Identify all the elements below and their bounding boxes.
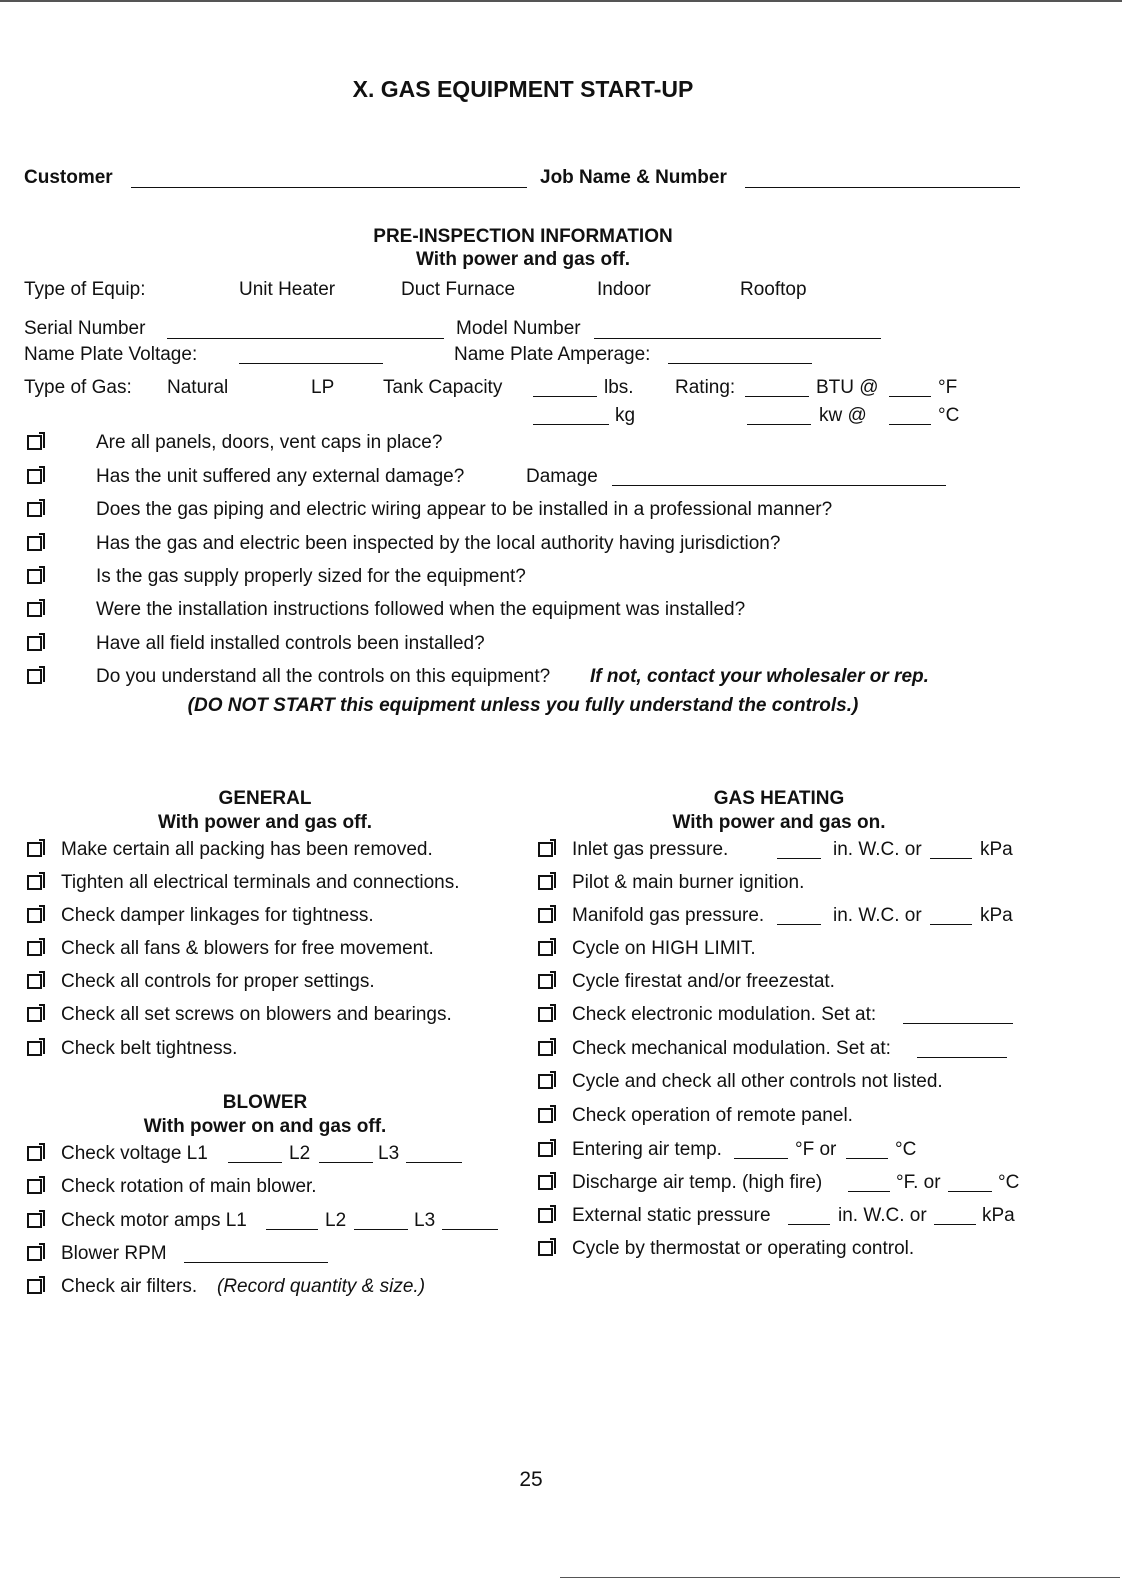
equip-option-unit-heater[interactable]: Unit Heater [239, 279, 336, 300]
pre-heading: PRE-INSPECTION INFORMATION [373, 226, 673, 247]
voltage-field[interactable] [239, 363, 383, 364]
general-item: Check all fans & blowers for free movement. [61, 938, 434, 959]
gas-item: Pilot & main burner ignition. [572, 872, 805, 893]
checkbox[interactable] [27, 1246, 42, 1261]
discharge-c-field[interactable] [948, 1191, 992, 1192]
check-amps-label: Check motor amps L1 [61, 1210, 247, 1231]
blower-item: Check rotation of main blower. [61, 1176, 317, 1197]
entering-label: Entering air temp. [572, 1139, 722, 1160]
voltage-l1-field[interactable] [228, 1162, 282, 1163]
electronic-setpoint-field[interactable] [903, 1023, 1013, 1024]
checkbox[interactable] [27, 1213, 42, 1228]
checkbox[interactable] [27, 1279, 42, 1294]
question-text: Has the gas and electric been inspected by the local authority having jurisdiction? [96, 533, 781, 554]
model-label: Model Number [456, 318, 581, 339]
inwc-or-label: in. W.C. or [833, 905, 922, 926]
checkbox[interactable] [27, 435, 42, 450]
manifold-inwc-field[interactable] [777, 924, 821, 925]
page-number: 25 [519, 1468, 543, 1491]
checkbox[interactable] [27, 1146, 42, 1161]
contact-note: If not, contact your wholesaler or rep. [590, 666, 929, 687]
manifold-label: Manifold gas pressure. [572, 905, 765, 926]
checkbox[interactable] [27, 941, 42, 956]
discharge-f-field[interactable] [848, 1191, 890, 1192]
damage-field[interactable] [612, 485, 946, 486]
tank-kg-field[interactable] [533, 424, 609, 425]
checkbox[interactable] [27, 536, 42, 551]
checkbox[interactable] [27, 469, 42, 484]
f-or-label: °F or [795, 1139, 837, 1160]
checkbox[interactable] [538, 1142, 553, 1157]
checkbox[interactable] [538, 1241, 553, 1256]
page-title: X. GAS EQUIPMENT START-UP [352, 76, 694, 102]
c-unit: °C [895, 1139, 917, 1160]
checkbox[interactable] [538, 1074, 553, 1089]
gas-item: Cycle on HIGH LIMIT. [572, 938, 756, 959]
checkbox[interactable] [538, 1041, 553, 1056]
damage-label: Damage [526, 466, 598, 487]
checkbox[interactable] [27, 669, 42, 684]
voltage-l2-field[interactable] [319, 1162, 373, 1163]
amps-l2-field[interactable] [354, 1229, 408, 1230]
kw-unit: kw @ [819, 405, 867, 426]
general-item: Check all set screws on blowers and bearings. [61, 1004, 452, 1025]
lbs-unit: lbs. [604, 377, 634, 398]
entering-f-field[interactable] [734, 1158, 788, 1159]
inlet-label: Inlet gas pressure. [572, 839, 729, 860]
equip-option-duct-furnace[interactable]: Duct Furnace [401, 279, 516, 300]
l2-label: L2 [289, 1143, 311, 1164]
question-text: Does the gas piping and electric wiring appear to be installed in a professional manner? [96, 499, 833, 520]
checkbox[interactable] [538, 875, 553, 890]
btu-unit: BTU @ [816, 377, 879, 398]
general-heading: GENERAL [218, 788, 312, 809]
rating-f-field[interactable] [889, 396, 931, 397]
checkbox[interactable] [538, 1175, 553, 1190]
checkbox[interactable] [538, 1108, 553, 1123]
checkbox[interactable] [27, 502, 42, 517]
deg-f-unit: °F [938, 377, 958, 398]
air-filters-note: (Record quantity & size.) [217, 1276, 426, 1297]
rating-btu-field[interactable] [745, 396, 809, 397]
checkbox[interactable] [538, 842, 553, 857]
pre-subheading: With power and gas off. [415, 249, 631, 270]
static-label: External static pressure [572, 1205, 771, 1226]
static-kpa-field[interactable] [934, 1224, 976, 1225]
air-filters-label: Check air filters. [61, 1276, 198, 1297]
deg-c-unit: °C [938, 405, 960, 426]
customer-field[interactable] [131, 187, 527, 188]
entering-c-field[interactable] [846, 1158, 888, 1159]
checkbox[interactable] [538, 1007, 553, 1022]
rating-c-field[interactable] [889, 424, 931, 425]
question-text: Has the unit suffered any external damage? [96, 466, 465, 487]
kpa-unit: kPa [980, 839, 1013, 860]
l3-label: L3 [414, 1210, 436, 1231]
serial-field[interactable] [167, 338, 444, 339]
gas-option-lp[interactable]: LP [311, 377, 335, 398]
checkbox[interactable] [27, 1007, 42, 1022]
checkbox[interactable] [27, 569, 42, 584]
general-item: Check belt tightness. [61, 1038, 238, 1059]
blower-rpm-field[interactable] [184, 1262, 328, 1263]
inwc-or-label: in. W.C. or [833, 839, 922, 860]
gas-subheading: With power and gas on. [672, 812, 886, 833]
l3-label: L3 [378, 1143, 400, 1164]
inlet-kpa-field[interactable] [930, 858, 972, 859]
checkbox[interactable] [538, 941, 553, 956]
question-text: Were the installation instructions followed when the equipment was installed? [96, 599, 746, 620]
tank-label: Tank Capacity [383, 377, 503, 398]
check-voltage-label: Check voltage L1 [61, 1143, 208, 1164]
gas-option-natural[interactable]: Natural [167, 377, 229, 398]
kpa-unit: kPa [982, 1205, 1015, 1226]
checkbox[interactable] [27, 974, 42, 989]
amps-l1-field[interactable] [266, 1229, 318, 1230]
model-field[interactable] [594, 338, 881, 339]
manifold-kpa-field[interactable] [930, 924, 972, 925]
checkbox[interactable] [27, 908, 42, 923]
blower-heading: BLOWER [222, 1092, 308, 1113]
mechanical-label: Check mechanical modulation. Set at: [572, 1038, 891, 1059]
amperage-field[interactable] [668, 363, 812, 364]
amps-l3-field[interactable] [442, 1229, 498, 1230]
customer-label: Customer [24, 167, 113, 188]
checkbox[interactable] [27, 636, 42, 651]
tank-lbs-field[interactable] [533, 396, 597, 397]
job-field[interactable] [745, 187, 1020, 188]
checkbox[interactable] [538, 908, 553, 923]
voltage-label: Name Plate Voltage: [24, 344, 198, 365]
rating-label: Rating: [675, 377, 736, 398]
checkbox[interactable] [27, 875, 42, 890]
gas-item: Cycle by thermostat or operating control. [572, 1238, 915, 1259]
discharge-label: Discharge air temp. (high fire) [572, 1172, 823, 1193]
c-unit: °C [998, 1172, 1020, 1193]
blower-subheading: With power on and gas off. [143, 1116, 387, 1137]
equip-option-indoor[interactable]: Indoor [597, 279, 651, 300]
checkbox[interactable] [27, 602, 42, 617]
question-text: Do you understand all the controls on this equipment? [96, 666, 551, 687]
general-item: Tighten all electrical terminals and connections. [61, 872, 460, 893]
serial-label: Serial Number [24, 318, 146, 339]
rating-kw-field[interactable] [747, 424, 811, 425]
l2-label: L2 [325, 1210, 347, 1231]
electronic-label: Check electronic modulation. Set at: [572, 1004, 877, 1025]
kg-unit: kg [615, 405, 636, 426]
checkbox[interactable] [538, 974, 553, 989]
question-text: Have all field installed controls been installed? [96, 633, 485, 654]
static-inwc-field[interactable] [788, 1224, 830, 1225]
inlet-inwc-field[interactable] [777, 858, 821, 859]
mechanical-setpoint-field[interactable] [917, 1057, 1007, 1058]
general-subheading: With power and gas off. [157, 812, 373, 833]
bottom-rule [560, 1577, 1120, 1578]
checkbox[interactable] [27, 1179, 42, 1194]
kpa-unit: kPa [980, 905, 1013, 926]
voltage-l3-field[interactable] [406, 1162, 462, 1163]
inwc-or-label: in. W.C. or [838, 1205, 927, 1226]
gas-heading: GAS HEATING [713, 788, 845, 809]
amperage-label: Name Plate Amperage: [454, 344, 651, 365]
top-rule [0, 0, 1122, 2]
general-item: Check all controls for proper settings. [61, 971, 375, 992]
f-dot-or-label: °F. or [896, 1172, 941, 1193]
gas-item: Cycle firestat and/or freezestat. [572, 971, 835, 992]
checkbox[interactable] [27, 842, 42, 857]
gas-item: Check operation of remote panel. [572, 1105, 853, 1126]
question-text: Are all panels, doors, vent caps in place? [96, 432, 443, 453]
gas-item: Cycle and check all other controls not listed. [572, 1071, 943, 1092]
question-text: Is the gas supply properly sized for the equipment? [96, 566, 526, 587]
checkbox[interactable] [27, 1041, 42, 1056]
warning-note: (DO NOT START this equipment unless you fully understand the controls.) [187, 695, 859, 716]
general-item: Make certain all packing has been removed. [61, 839, 433, 860]
general-item: Check damper linkages for tightness. [61, 905, 374, 926]
gas-type-label: Type of Gas: [24, 377, 132, 398]
equip-type-label: Type of Equip: [24, 279, 146, 300]
job-label: Job Name & Number [540, 167, 727, 188]
checkbox[interactable] [538, 1208, 553, 1223]
blower-rpm-label: Blower RPM [61, 1243, 167, 1264]
equip-option-rooftop[interactable]: Rooftop [740, 279, 807, 300]
